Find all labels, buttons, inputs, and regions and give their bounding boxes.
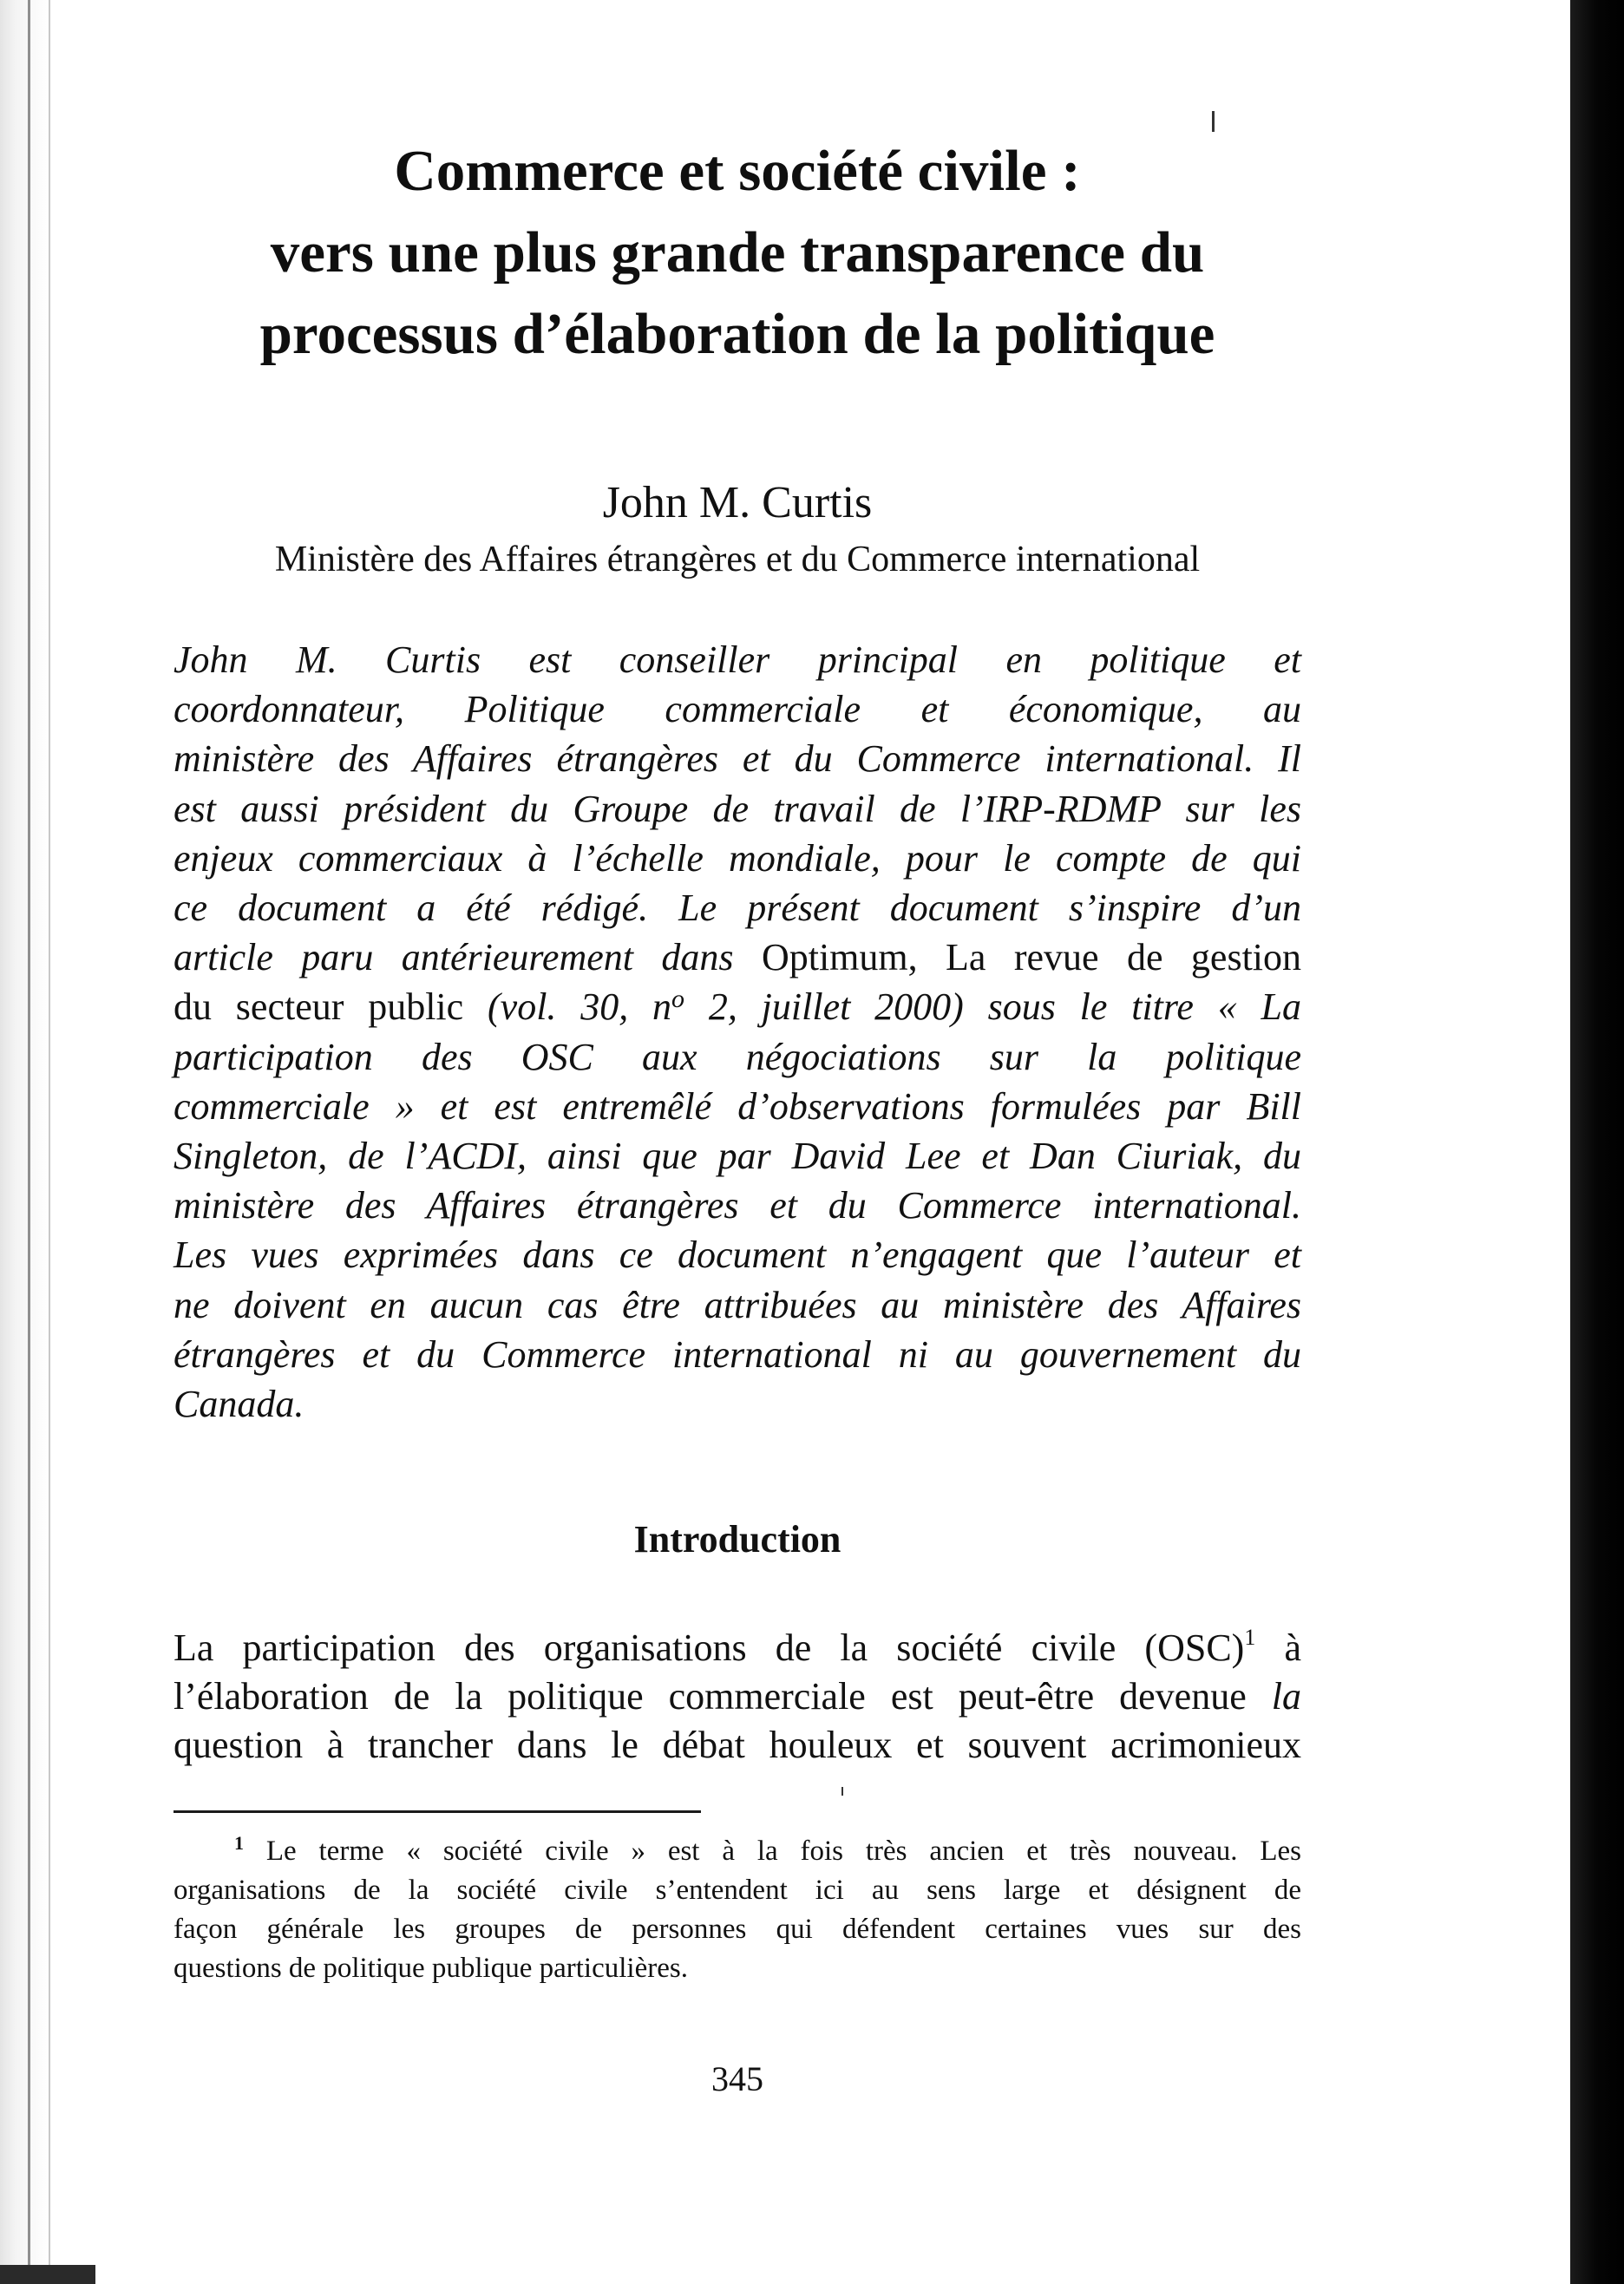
body-line: La participation des organisations de la société civile (OSC)$^1$ à (174, 1625, 1301, 1669)
scan-bottom-corner (0, 2265, 95, 2284)
scan-speck (841, 1787, 843, 1796)
bio-line: commerciale » et est entremêlé d’observations formulées par Bill (174, 1084, 1301, 1128)
bio-line: ne doivent en aucun cas être attribuées au ministère des Affaires (174, 1283, 1301, 1326)
author-bio (174, 635, 1301, 1429)
section-heading: Introduction (633, 1518, 841, 1561)
footnote-separator (174, 1810, 701, 1813)
scan-binding-line (28, 0, 30, 2284)
footnote-line: $^1$ Le terme « société civile » est à la fois très ancien et très nouveau. Les (234, 1832, 1302, 1867)
title-line: vers une plus grande transparence du (270, 220, 1205, 285)
bio-line: Singleton, de l’ACDI, ainsi que par David Lee et Dan Ciuriak, du (174, 1135, 1301, 1178)
journal-name: Optimum, La revue de gestion (761, 936, 1302, 979)
bio-line: ce document a été rédigé. Le présent document s’inspire d’un (174, 887, 1301, 930)
footnote-line: façon générale les groupes de personnes qui défendent certaines vues sur des (174, 1914, 1301, 1945)
bio-line: John M. Curtis est conseiller principal en politique et (174, 638, 1301, 681)
scan-binding-line-inner (49, 0, 50, 2284)
bio-line: coordonnateur, Politique commerciale et économique, au (174, 688, 1301, 731)
footnote-line: organisations de la société civile s’entendent ici au sens large et désignent de (174, 1875, 1301, 1906)
bio-line: participation des OSC aux négociations sur la politique (174, 1035, 1301, 1078)
bio-line: du secteur public (vol. 30, $n^o$ 2, juillet 2000) sous le titre « La (174, 985, 1302, 1029)
bio-line: est aussi président du Groupe de travail de l’IRP-RDMP sur les (174, 787, 1301, 830)
footnote-marker: 1 (234, 1832, 244, 1854)
document-title (174, 130, 1301, 375)
footnote-line: questions de politique publique particulières. (174, 1953, 688, 1984)
bio-line: article paru antérieurement dans Optimum, La revue de gestion (174, 936, 1302, 979)
author-affiliation: Ministère des Affaires étrangères et du Commerce international (274, 540, 1201, 579)
title-line: Commerce et société civile : (394, 139, 1081, 203)
scan-left-edge (0, 0, 54, 2284)
author-name: John M. Curtis (602, 478, 873, 527)
bio-line: Canada. (174, 1383, 304, 1426)
title-line: processus d’élaboration de la politique (259, 302, 1215, 366)
bio-line: ministère des Affaires étrangères et du Commerce international. (174, 1184, 1301, 1227)
scan-right-edge (1570, 0, 1624, 2284)
scan-speck (1212, 111, 1215, 132)
body-paragraph (174, 1624, 1301, 1770)
body-line: l’élaboration de la politique commerciale est peut-être devenue la (174, 1675, 1301, 1718)
bio-line: Les vues exprimées dans ce document n’engagent que l’auteur et (174, 1234, 1301, 1277)
bio-line: enjeux commerciaux à l’échelle mondiale, pour le compte de qui (174, 836, 1301, 880)
bio-line: ministère des Affaires étrangères et du Commerce international. Il (174, 737, 1301, 781)
body-line: question à trancher dans le débat houleux et souvent acrimonieux (174, 1724, 1301, 1766)
page-number: 345 (711, 2059, 763, 2098)
bio-line: étrangères et du Commerce international ni au gouvernement du (174, 1332, 1301, 1376)
footnote-ref[interactable]: 1 (1244, 1625, 1256, 1650)
footnote (174, 1832, 1301, 1988)
